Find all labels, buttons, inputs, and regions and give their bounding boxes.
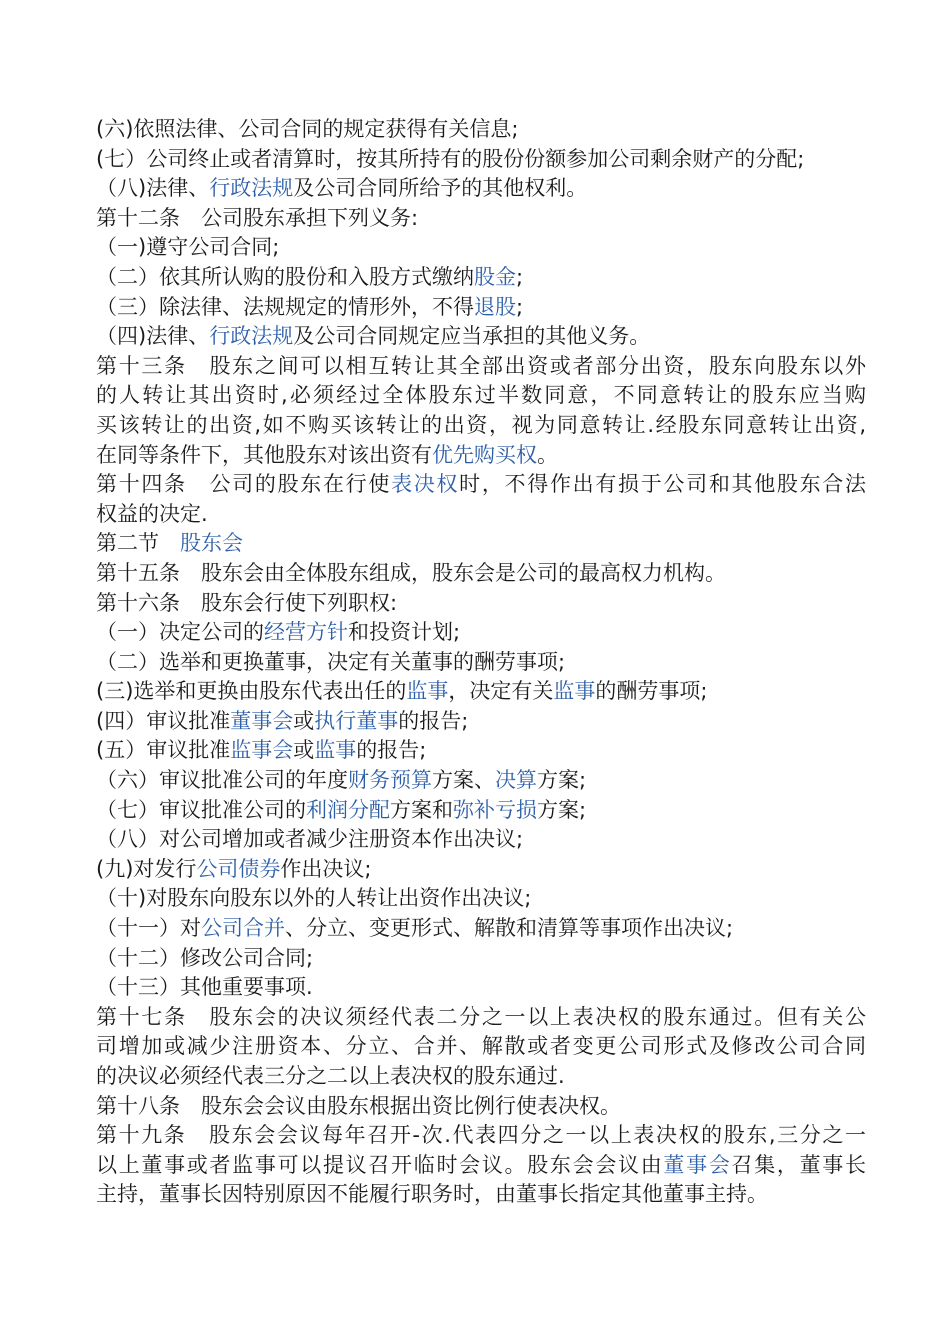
term-link[interactable]: 弥补亏损	[453, 797, 537, 822]
term-link[interactable]: 监事会	[230, 738, 294, 763]
text-segment: （十一）对	[96, 916, 201, 941]
text-segment: 及公司合同规定应当承担的其他义务。	[293, 324, 651, 349]
text-segment: （八)法律、	[96, 176, 210, 201]
text-segment: 第十九条 股东会会议每年召开-次.代表四分之一以上表决权的股东,三分之一	[96, 1123, 866, 1148]
text-segment: （二）选举和更换董事，决定有关董事的酬劳事项;	[96, 649, 566, 674]
term-link[interactable]: 行政法规	[209, 324, 294, 349]
text-segment: 第十八条 股东会会议由股东根据出资比例行使表决权。	[96, 1093, 621, 1118]
text-line	[96, 1151, 866, 1181]
text-line	[96, 115, 866, 145]
text-line	[96, 825, 866, 855]
text-segment: 时，不得作出有损于公司和其他股东合法	[459, 472, 866, 497]
text-segment: （四)法律、	[96, 324, 210, 349]
text-line	[96, 470, 866, 500]
text-segment: ;	[516, 264, 524, 289]
text-line	[96, 411, 866, 441]
text-segment: 司增加或减少注册资本、分立、合并、解散或者变更公司形式及修改公司合同	[96, 1034, 866, 1059]
term-link[interactable]: 执行董事	[314, 708, 399, 733]
text-segment: 权益的决定.	[96, 501, 208, 526]
term-link[interactable]: 监事	[314, 738, 357, 763]
term-link[interactable]: 财务预算	[348, 768, 432, 793]
text-segment: 和投资计划;	[348, 620, 461, 645]
text-line	[96, 1121, 866, 1151]
text-segment: 的酬劳事项;	[595, 679, 708, 704]
document-body	[96, 115, 866, 1210]
term-link[interactable]: 公司债券	[196, 856, 281, 881]
text-segment: 作出决议;	[280, 856, 372, 881]
text-segment: 主持，董事长因特别原因不能履行职务时，由董事长指定其他董事主持。	[96, 1182, 768, 1207]
text-segment: （十二）修改公司合同;	[96, 945, 314, 970]
text-line	[96, 1062, 866, 1092]
text-line	[96, 1180, 866, 1210]
term-link[interactable]: 监事	[553, 679, 596, 704]
text-segment: 第十二条 公司股东承担下列义务:	[96, 205, 419, 230]
text-segment: 第十六条 股东会行使下列职权:	[96, 590, 398, 615]
text-line	[96, 381, 866, 411]
text-segment: 。	[537, 442, 558, 467]
text-segment: (九)对发行	[96, 856, 197, 881]
text-line	[96, 145, 866, 175]
text-segment: 方案和	[390, 797, 453, 822]
text-segment: 的报告;	[356, 738, 427, 763]
text-line	[96, 914, 866, 944]
term-link[interactable]: 董事会	[663, 1152, 732, 1177]
text-segment: 及公司合同所给予的其他权利。	[293, 176, 588, 201]
text-line	[96, 736, 866, 766]
text-line	[96, 707, 866, 737]
text-segment: （二）依其所认购的股份和入股方式缴纳	[96, 264, 474, 289]
text-line	[96, 322, 866, 352]
text-segment: （十三）其他重要事项.	[96, 975, 313, 1000]
text-segment: 第二节	[96, 531, 180, 556]
text-segment: 第十四条 公司的股东在行使	[96, 472, 392, 497]
text-line	[96, 500, 866, 530]
text-segment: （十)对股东向股东以外的人转让出资作出决议;	[96, 886, 532, 911]
text-line	[96, 174, 866, 204]
term-link[interactable]: 股金	[474, 264, 516, 289]
text-segment: 方案、	[432, 768, 495, 793]
text-segment: ，决定有关	[448, 679, 554, 704]
text-segment: 第十五条 股东会由全体股东组成，股东会是公司的最高权力机构。	[96, 560, 726, 585]
text-segment: (五）审议批准	[96, 738, 231, 763]
text-line	[96, 944, 866, 974]
text-segment: 以上董事或者监事可以提议召开临时会议。股东会会议由	[96, 1152, 664, 1177]
text-line	[96, 559, 866, 589]
term-link[interactable]: 监事	[406, 679, 449, 704]
text-line	[96, 204, 866, 234]
term-link[interactable]: 退股	[474, 294, 516, 319]
text-segment: （一)遵守公司合同;	[96, 235, 280, 260]
text-line	[96, 1032, 866, 1062]
text-line	[96, 884, 866, 914]
text-segment: 或	[293, 738, 315, 763]
text-line	[96, 973, 866, 1003]
text-line	[96, 352, 866, 382]
term-link[interactable]: 经营方针	[264, 620, 348, 645]
term-link[interactable]: 行政法规	[209, 176, 294, 201]
text-segment: (四）审议批准	[96, 708, 231, 733]
term-link[interactable]: 优先购买权	[432, 442, 537, 467]
text-segment: 第十七条 股东会的决议须经代表二分之一以上表决权的股东通过。但有关公	[96, 1004, 866, 1029]
text-segment: 、分立、变更形式、解散和清算等事项作出决议;	[285, 916, 734, 941]
term-link[interactable]: 董事会	[230, 708, 294, 733]
text-line	[96, 293, 866, 323]
text-segment: (三)选举和更换由股东代表出任的	[96, 679, 407, 704]
text-segment: （七）审议批准公司的	[96, 797, 306, 822]
text-segment: 的人转让其出资时,必须经过全体股东过半数同意，不同意转让的股东应当购	[96, 383, 866, 408]
text-segment: (七）公司终止或者清算时，按其所持有的股份份额参加公司剩余财产的分配;	[96, 146, 805, 171]
text-segment: 召集，董事长	[731, 1152, 866, 1177]
text-segment: 方案;	[537, 797, 587, 822]
text-segment: 的决议必须经代表三分之二以上表决权的股东通过.	[96, 1064, 565, 1088]
text-line	[96, 233, 866, 263]
term-link[interactable]: 表决权	[391, 472, 460, 497]
text-line	[96, 677, 866, 707]
text-segment: (六)依照法律、公司合同的规定获得有关信息;	[96, 117, 519, 141]
text-segment: （八）对公司增加或者减少注册资本作出决议;	[96, 827, 524, 852]
text-segment: （一）决定公司的	[96, 620, 264, 645]
term-link[interactable]: 利润分配	[306, 797, 390, 822]
text-line	[96, 1092, 866, 1122]
text-segment: 在同等条件下，其他股东对该出资有	[96, 442, 432, 467]
text-segment: 方案;	[537, 768, 587, 793]
text-segment: 或	[293, 708, 315, 733]
text-line	[96, 589, 866, 619]
term-link[interactable]: 公司合并	[201, 916, 285, 941]
text-segment: （六）审议批准公司的年度	[96, 768, 348, 793]
text-line	[96, 796, 866, 826]
text-line	[96, 648, 866, 678]
text-segment: 第十三条 股东之间可以相互转让其全部出资或者部分出资，股东向股东以外	[96, 353, 866, 378]
term-link[interactable]: 股东会	[180, 531, 243, 556]
text-line	[96, 1003, 866, 1033]
text-line	[96, 441, 866, 471]
text-segment: ;	[516, 294, 524, 319]
text-line	[96, 529, 866, 559]
text-line	[96, 766, 866, 796]
text-line	[96, 263, 866, 293]
text-segment: 的报告;	[398, 708, 469, 733]
term-link[interactable]: 决算	[495, 768, 537, 793]
text-segment: 买该转让的出资,如不购买该转让的出资，视为同意转让.经股东同意转让出资,	[96, 412, 866, 437]
text-line	[96, 855, 866, 885]
text-segment: （三）除法律、法规规定的情形外，不得	[96, 294, 474, 319]
text-line	[96, 618, 866, 648]
